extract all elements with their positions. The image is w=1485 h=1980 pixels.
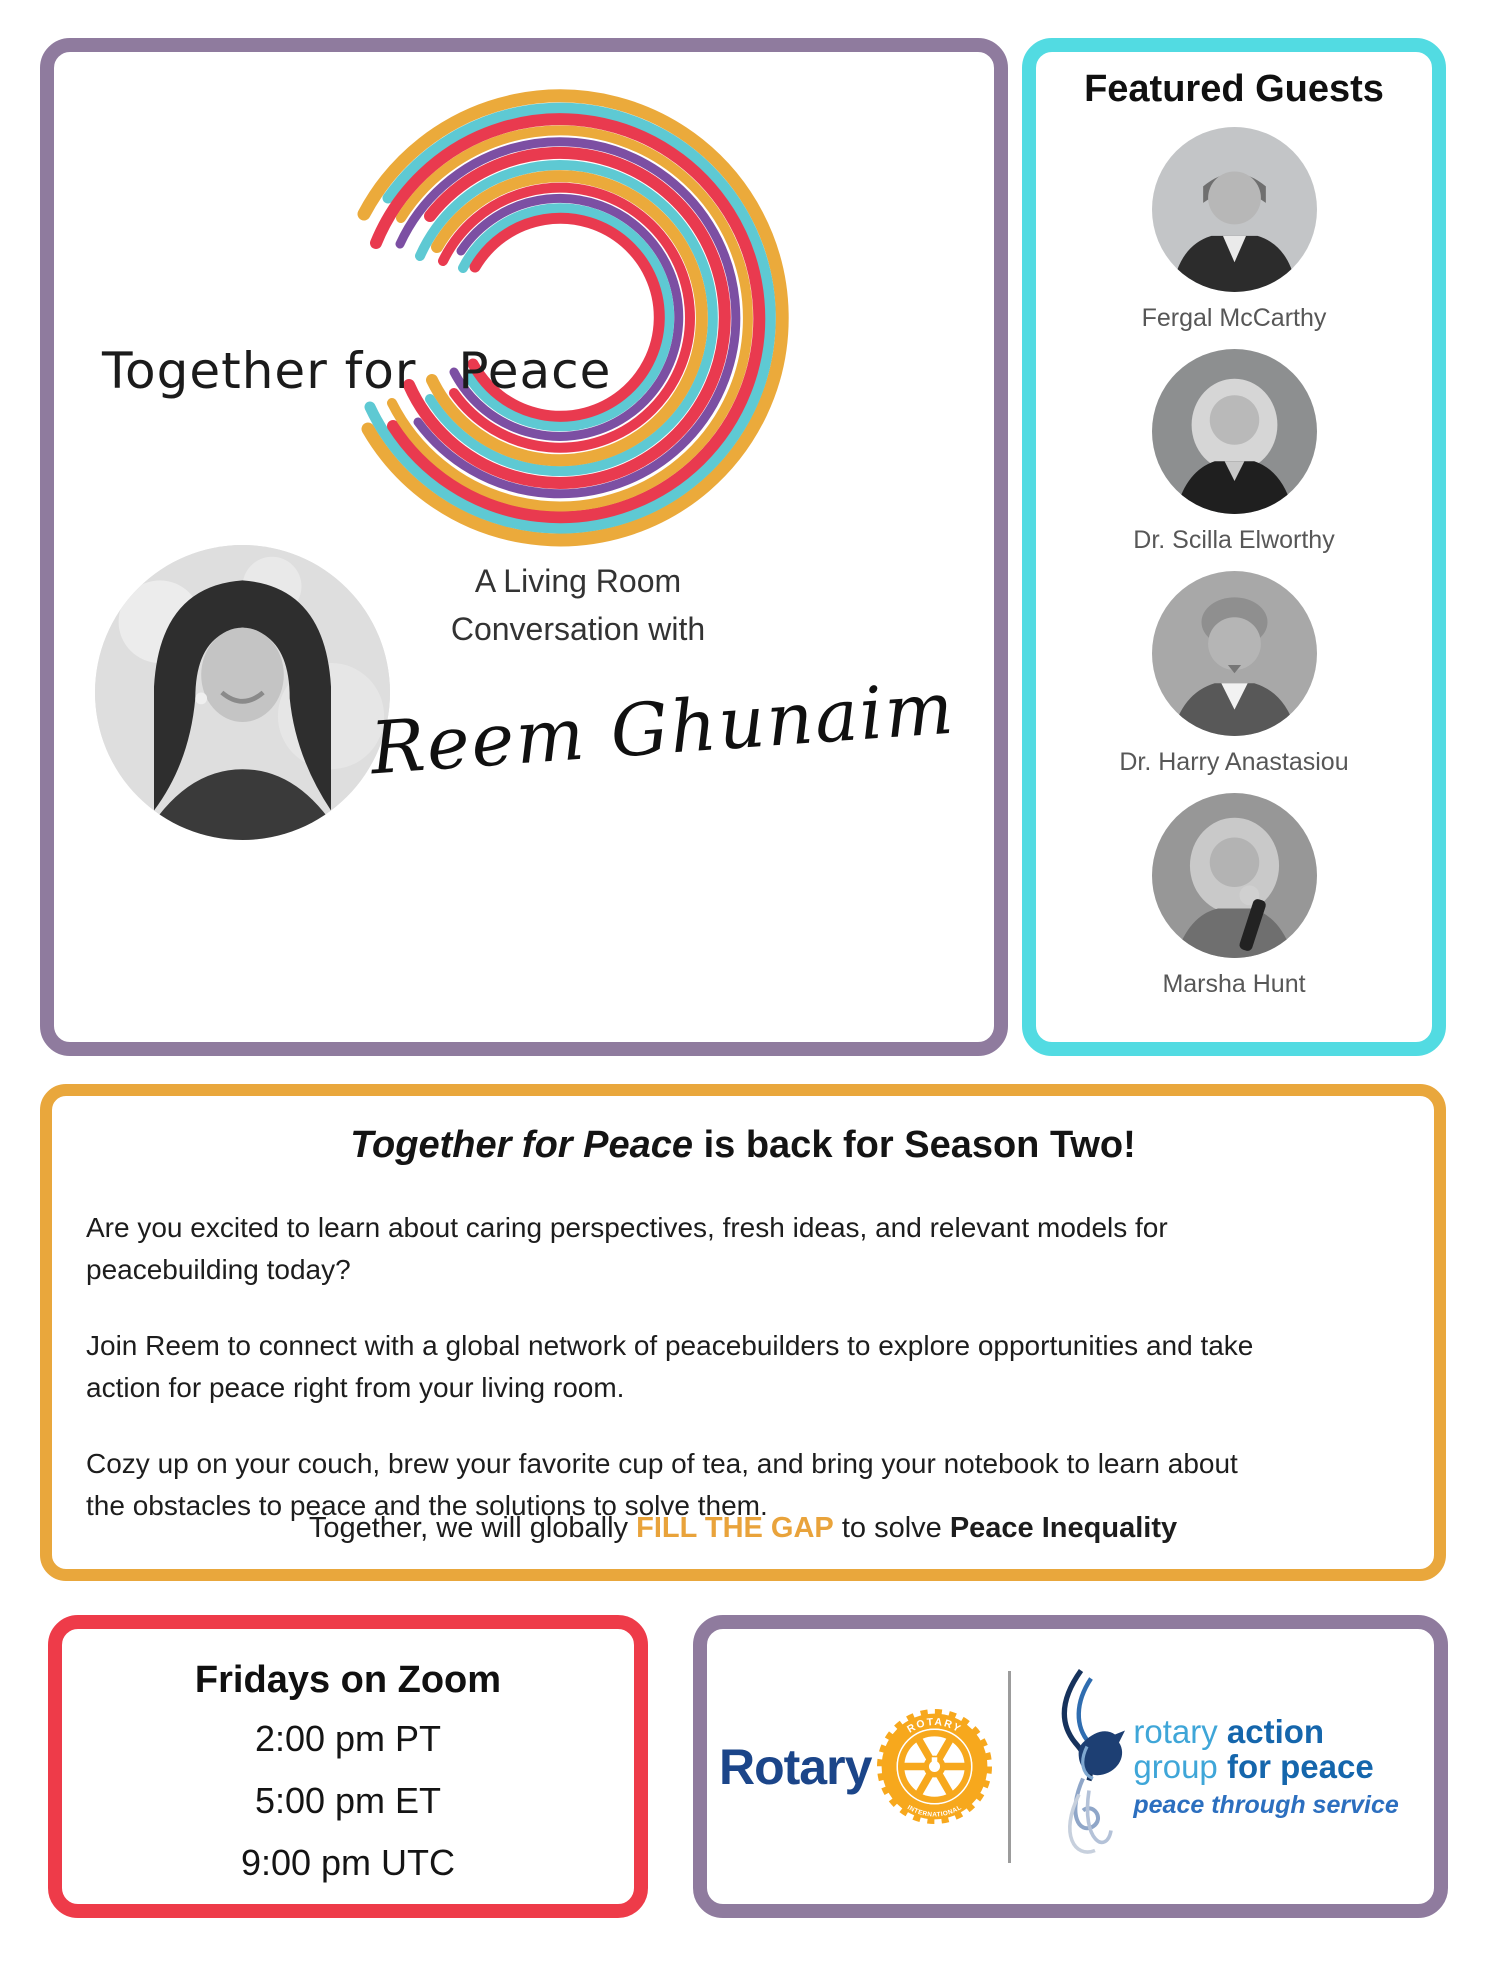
- peace-dove-icon: [1027, 1664, 1127, 1869]
- schedule-time: 2:00 pm PT: [254, 1718, 442, 1759]
- rotary-wordmark: Rotary: [719, 1738, 872, 1795]
- subtitle-line1: A Living Room: [474, 563, 682, 599]
- schedule-time: 9:00 pm UTC: [240, 1841, 456, 1883]
- hero-panel: [40, 38, 1008, 1056]
- featured-guests-panel: [1022, 38, 1446, 1056]
- wheel-top-text: ROTARY: [906, 1716, 964, 1736]
- partners-panel: [693, 1615, 1448, 1918]
- guest-avatar: [1152, 571, 1317, 736]
- logo-wordmark: [102, 342, 611, 400]
- rotary-wheel-icon: [877, 1709, 992, 1824]
- closing-middle: to solve: [833, 1512, 950, 1544]
- guest-avatar: [1152, 349, 1317, 514]
- person-silhouette-icon: [1152, 127, 1317, 292]
- closing-bold: Peace Inequality: [949, 1512, 1178, 1544]
- reem-signature: Reem Ghunaim: [367, 665, 958, 791]
- featured-guests-title: Featured Guests: [1084, 68, 1384, 110]
- closing-prefix: Together, we will globally: [308, 1512, 637, 1544]
- guest-name: Fergal McCarthy: [1141, 304, 1327, 332]
- announcement-panel: [40, 1084, 1446, 1581]
- subtitle: [343, 557, 813, 653]
- rag-line1-light: rotary: [1133, 1713, 1227, 1751]
- schedule-time: 5:00 pm ET: [254, 1779, 442, 1821]
- guest-name: Marsha Hunt: [1162, 970, 1306, 998]
- guest-avatar: [1152, 127, 1317, 292]
- announcement-heading-rest: is back for Season Two!: [693, 1124, 1136, 1166]
- announcement-paragraph: Are you excited to learn about caring perspectives, fresh ideas, and relevant models for peacebuilding today?: [86, 1212, 1168, 1285]
- logo-text-right: Peace: [458, 342, 612, 400]
- guest-name: Dr. Scilla Elworthy: [1133, 526, 1335, 554]
- announcement-heading: [52, 1124, 1434, 1167]
- rotary-action-group-text: [1133, 1715, 1398, 1818]
- schedule-heading: Fridays on Zoom: [194, 1659, 502, 1701]
- guest-avatar: [1152, 793, 1317, 958]
- guest-card: [1036, 793, 1432, 999]
- wheel-bottom-text: INTERNATIONAL: [906, 1804, 964, 1819]
- together-for-peace-logo: [330, 88, 790, 548]
- guest-card: [1036, 349, 1432, 555]
- rag-line2-bold: for peace: [1226, 1747, 1374, 1785]
- logo-text-left: Together for: [102, 342, 417, 400]
- vertical-divider: [1008, 1671, 1011, 1863]
- announcement-body: [52, 1207, 1434, 1527]
- rag-line2-light: group: [1133, 1747, 1227, 1785]
- schedule-panel: [48, 1615, 648, 1918]
- closing-highlight: FILL THE GAP: [636, 1512, 834, 1544]
- announcement-paragraph: Cozy up on your couch, brew your favorite cup of tea, and bring your notebook to learn about the obstacles to peace and the solutions to solve them.: [86, 1448, 1238, 1521]
- guest-card: [1036, 571, 1432, 777]
- person-silhouette-icon: [1152, 793, 1317, 958]
- rag-line1-bold: action: [1226, 1713, 1325, 1751]
- guest-card: [1036, 127, 1432, 333]
- guest-name: Dr. Harry Anastasiou: [1119, 748, 1349, 776]
- person-silhouette-icon: [1152, 349, 1317, 514]
- closing-line: [52, 1512, 1434, 1545]
- announcement-heading-italic: Together for Peace: [350, 1124, 694, 1166]
- subtitle-line2: Conversation with: [450, 611, 706, 647]
- announcement-paragraph: Join Reem to connect with a global network of peacebuilders to explore opportunities and take action for peace right from your living room.: [86, 1330, 1254, 1403]
- rag-tagline: peace through service: [1133, 1790, 1399, 1819]
- person-silhouette-icon: [1152, 571, 1317, 736]
- partners-lockup: [707, 1629, 1434, 1904]
